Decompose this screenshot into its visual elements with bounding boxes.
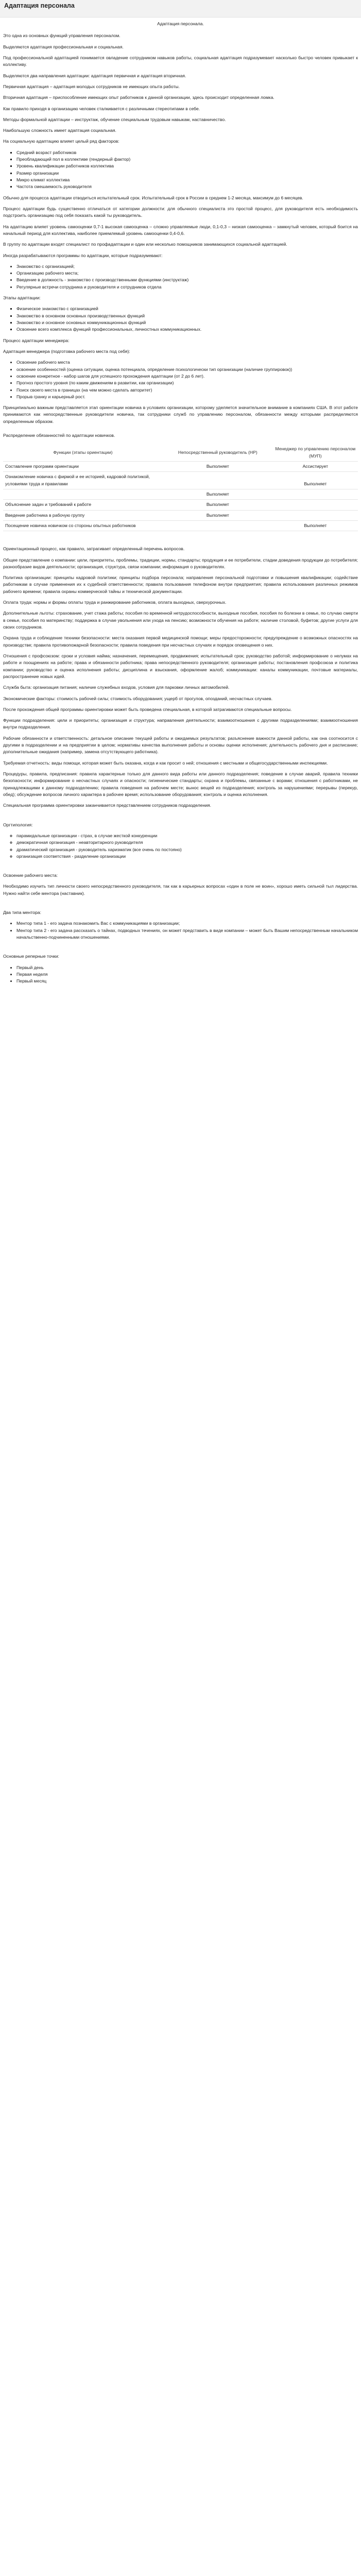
spacer — [3, 901, 358, 909]
document-header — [0, 0, 361, 18]
list-item: • Введение в должность - знакомство с производственными функциями (инструктаж) — [16, 277, 358, 283]
paragraph: Обычно для процесса адаптации отводиться испытательный срок. Испытательный срок в России в среднем 1-2 месяца, максимум до 6 месяцев. — [3, 195, 303, 200]
paragraph: Оргтипология: — [3, 822, 33, 827]
paragraph: Два типа ментора: — [3, 910, 42, 916]
paragraph: Необходимо изучить тип личности своего непосредственного руководителя, так как в карьерных вопросах «один в поле не воин», хорошо иметь сильной тыл лидерства. Нужно найти себе ментора (наставник). — [3, 884, 358, 896]
table-cell: Выполняет — [273, 472, 358, 489]
list-item: • освоение конкретное - набор шагов для успешного прохождения адаптации (от 2 до 6 лет). — [16, 373, 358, 380]
section-title: Распределение обязанностей по адаптации новичков. — [3, 433, 115, 438]
paragraph: Наибольшую сложность имеет адаптация социальная. — [3, 128, 116, 133]
paragraph: Этапы адаптации: — [3, 295, 41, 301]
paragraph: Охрана труда и соблюдение техники безопасности: места оказания первой медицинской помощи; меры предосторожности; предупреждение о возможных опасностях на производстве; правила противопожарной безопасности; правила поведения при несчастных случаях и порядок оповещения о них. — [3, 635, 358, 648]
responsibility-table — [3, 444, 358, 531]
spacer — [3, 537, 358, 546]
paragraph: Это одна из основных функций управления персоналом. — [3, 33, 121, 39]
spacer — [3, 864, 358, 872]
table-cell: Введение работника в рабочую группу — [3, 510, 163, 520]
document-title: Адаптация персонала — [4, 2, 75, 9]
manager-list — [3, 359, 358, 400]
paragraph: Иногда разрабатываются программы по адаптации, которые подразумевают: — [3, 252, 163, 258]
table-row — [3, 462, 358, 472]
list-item: ◦ организация соответствия - разделение организации — [16, 853, 358, 860]
paragraph: Принципиально важным представляется этап ориентации новичка в условиях организации, которому уделяется значительное внимание в компаниях США. В этот работе принимаются как непосредственные руководители новичка, так сотрудники служб по управлению персоналом, обязанности между которыми распределяются определенным образом. — [3, 405, 358, 424]
list-item: • Прогноз простого уровня (по каким движениям в развитии, как организации) — [16, 380, 358, 386]
paragraph: В группу по адаптации входят специалист по профадаптации и один или несколько помощников занимающихся социальной адаптацией. — [3, 242, 287, 247]
list-item: • Организацию рабочего места; — [16, 270, 358, 277]
paragraph: Служба быта: организация питания; наличие служебных входов, условия для парковки личных автомобилей. — [3, 685, 230, 690]
list-item: ▪ Преобладающий пол в коллективе (гендерный фактор) — [16, 156, 358, 163]
mentors-list — [3, 920, 358, 941]
paragraph: Требуемая отчетность: виды помощи, которая может быть оказана, когда и как просит о ней; отношения с местными и общегосударственными инспекциями. — [3, 760, 328, 766]
paragraph: Рабочие обязанности и ответственность: детальное описание текущей работы и ожидаемых результатов; разъяснение важности данной работы, как она соотносится с другими в подразделении и на предприятии в целом; нормативы качества выполнения работы и основы оценки исполнения; длительность рабочего дня и расписание; дополнительные ожидания (например, замена отсутствующего работника). — [3, 735, 358, 755]
factors-list — [3, 149, 358, 191]
list-item: ◦ парамидальные организации - страх, в случае жесткой конкуренции — [16, 833, 358, 839]
table-header-row — [3, 444, 358, 461]
list-item: • Знакомство с организацией; — [16, 263, 358, 270]
list-item: • Ментор типа 2 - его задача рассказать о тайнах, подводных течениях, он может представить в виде компании – может быть Вашим непосредственным начальником начальственно-подчиненными отношениями. — [16, 927, 358, 941]
paragraph: Вторичная адаптация – приспособление имеющих опыт работников к данной организации, здесь происходит определенная ломка. — [3, 95, 274, 100]
table-row — [3, 489, 358, 499]
table-cell: Составление программ ориентации — [3, 462, 163, 472]
list-item: ◦ драматический организация - руководитель харизматик (все очень по постояно) — [16, 846, 358, 853]
list-item: ▪ Размер организации — [16, 170, 358, 177]
table-cell — [163, 472, 273, 489]
paragraph: Общее представление о компании: цели, приоритеты, проблемы, традиции, нормы, стандарты; продукция и ее потребители, стадии доведения продукции до потребителя; разнообразие видов деятельности; организация, структура, связи компании; информация о руководителях. — [3, 557, 358, 569]
table-cell: Ассистирует — [273, 462, 358, 472]
paragraph: На социальную адаптацию влияет целый ряд факторов: — [3, 139, 119, 144]
paragraph: Политика организации: принципы кадровой политики; принципы подбора персонала; направления персональной подготовки и повышения квалификации; содействие работникам в случае применения их к судебной ответственности; правила пользования телефоном внутри предприятия; правила использования различных режимов рабочего времени; правила охраны коммерческой тайны и технической документации. — [3, 575, 358, 594]
paragraph: Процесс адаптации будь существенно отличаться от категории должности: для обычного специалиста это простой процесс, для руководителя есть необходимость подстроить организацию под себя показать какой ты руководитель. — [3, 206, 358, 218]
paragraph: Оплата труда: нормы и формы оплаты труда и ранжирование работников, оплата выходных, сверхурочных. — [3, 600, 227, 605]
stages-list — [3, 306, 358, 333]
spacer — [3, 814, 358, 822]
table-row — [3, 500, 358, 510]
paragraph: Как правило приходя в организацию человек сталкивается с различными стереотипами в себе. — [3, 106, 200, 111]
paragraph: После прохождения общей программы ориентировки может быть проведена специальная, в которой затрагиваются специальные вопросы. — [3, 706, 292, 712]
table-cell: Выполняет — [163, 510, 273, 520]
list-item: • Освоение рабочего места — [16, 359, 358, 366]
paragraph: Процедуры, правила, предписания: правила характерные только для данного вида работы или данного подразделения; поведение в случае аварий, правила техники безопасности; информирование о несчастных случаях и опасности; гигиенические стандарты; охрана и проблемы, связанные с ворами; отношения с работниками, не принадлежащими к данному подразделению; правила поведения на рабочем месте; вынос вещей из подразделения; контроль за нарушениями; перерывы (перекур, обед); обсуждение вопросов личного характера в рабочее время; использование оборудования; контроль и оценка исполнения. — [3, 771, 358, 797]
list-item: ▪ Уровень квалификации работников коллектива — [16, 163, 358, 170]
spacer — [3, 945, 358, 953]
list-item: • Первый месяц — [16, 978, 358, 985]
paragraph: Первичная адаптация – адаптация молодых сотрудников не имеющих опыта работы. — [3, 83, 180, 89]
table-cell: Выполняет — [163, 489, 273, 499]
table-cell: Посещение новичка новичком со стороны опытных работников — [3, 520, 163, 531]
document-subtitle: Адаптация персонала. — [157, 21, 204, 26]
table-cell — [273, 510, 358, 520]
paragraph: Методы формальной адаптации – инструктаж, обучение специальным трудовым навыкам, наставничество. — [3, 116, 226, 122]
document-page — [0, 0, 361, 999]
list-item: ▪ Освоение всего комплекса функций профессиональных, личностных коммуникационных. — [16, 326, 358, 333]
table-cell: Объяснение задач и требований к работе — [3, 500, 163, 510]
list-item: • Поиск своего места в границах (на чем можно сделать авторитет) — [16, 387, 358, 394]
column-header: Функции (этапы ориентации) — [3, 444, 163, 461]
table-cell: Выполняет — [163, 462, 273, 472]
list-item: ◦ демократичная организация - неавторитарного руководителя — [16, 839, 358, 846]
table-cell — [273, 500, 358, 510]
org-types-list — [3, 833, 358, 860]
paragraph: Дополнительные льготы: страхование, учет стажа работы; пособия по временной нетрудоспособности, выходные пособия, пособия по болезни в семье, по случаю смерти в семье, пособия по материнству; поддержка в случае увольнения или ухода на пенсию; возможности обучения на работе; наличие столовой, буфетов; другие услуги для своих сотрудников. — [3, 611, 358, 630]
list-item: ▪ Физическое знакомство с организацией — [16, 306, 358, 312]
paragraph: Освоение рабочего места: — [3, 873, 58, 878]
paragraph: Специальная программа ориентировки заканчивается представлением сотрудников подразделения. — [3, 803, 212, 808]
column-header: Непосредственный руководитель (НР) — [163, 444, 273, 461]
list-item: ▪ Знакомство и основное основных коммуникационных функций — [16, 319, 358, 326]
list-item: ▪ Частота смешаемость руководителя — [16, 183, 358, 190]
table-cell — [273, 489, 358, 499]
paragraph: Отношения с профсоюзом: сроки и условия найма; назначения, перемещения, продвижения; испытательный срок; руководство работой; информирование о нелумах на работе и поощрениях на работе; права и обязанности работника; права непосредственного руководителя; организация работы; постановления профсоюза и политика компании; руководство и оценка исполнения работы; дисциплина и взыскания, оформление жалоб; коммуникации: каналы коммуникации, почтовые материалы, распространение новых идей. — [3, 653, 358, 679]
list-item: • Ментор типа 1 - его задача познакомить Вас с коммуникациями в организации; — [16, 920, 358, 927]
programs-list — [3, 263, 358, 291]
paragraph: Функции подразделения: цели и приоритеты; организация и структура; направления деятельности; взаимоотношения с другими подразделениями; взаимоотношения внутри подразделения. — [3, 718, 358, 730]
paragraph: Ориентационный процесс, как правило, затрагивает определенный перечень вопросов. — [3, 546, 185, 552]
list-item: ▪ Средний возраст работников — [16, 149, 358, 156]
list-item: • Первый день — [16, 964, 358, 971]
paragraph: Выделяются два направления адаптации: адаптация первичная и адаптация вторичная. — [3, 73, 186, 78]
list-item: • Прорыв гранку и карьерный рост. — [16, 394, 358, 400]
table-row — [3, 520, 358, 531]
table-row — [3, 510, 358, 520]
table-row — [3, 472, 358, 489]
table-cell: Выполняет — [163, 500, 273, 510]
list-item: • Регулярные встречи сотрудника и руководителя и сотрудников отдела — [16, 284, 358, 291]
table-cell: Ознакомление новичка с фирмой и ее историей, кадровой политикой, условиями труда и правилами — [3, 472, 163, 489]
table-cell — [163, 520, 273, 531]
paragraph: Адаптация менеджера (подготовка рабочего места под себя): — [3, 348, 130, 354]
paragraph: Под профессиональной адаптацией понимается овладение сотрудником навыков работы, социальная адаптация подразумевает насколько быстро человек привыкает к коллективу. — [3, 55, 358, 67]
table-cell — [3, 489, 163, 499]
list-item: ▪ Знакомство в основном основных производственных функций — [16, 313, 358, 319]
paragraph: Экономические факторы: стоимость рабочей силы; стоимость оборудования; ущерб от прогулов, опозданий, несчастных случаев. — [3, 696, 273, 701]
points-list — [3, 964, 358, 985]
paragraph: Основные реперные точки: — [3, 954, 59, 959]
table-cell: Выполняет — [273, 520, 358, 531]
list-item: • освоение особенностей (оценка ситуации, оценка потенциала, определение психологически тип организации (наличие группировок)) — [16, 366, 358, 373]
paragraph: Процесс адаптации менеджера: — [3, 337, 70, 343]
paragraph: На адаптацию влияет уровень самооценки 0,7-1 высокая самооценка – сложно управляемые люди, 0,1-0,3 – низкая самооценка – замкнутый человек, который боится на начальный период для коллектива, наиболее приемлемый уровень самооценки 0,4-0,6. — [3, 224, 358, 236]
column-header: Менеджер по управлению персоналом (МУП) — [273, 444, 358, 461]
list-item: • Первая неделя — [16, 971, 358, 978]
paragraph: Выделяются адаптация профессиональная и социальная. — [3, 44, 124, 49]
list-item: ▪ Микро климат коллектива — [16, 177, 358, 183]
